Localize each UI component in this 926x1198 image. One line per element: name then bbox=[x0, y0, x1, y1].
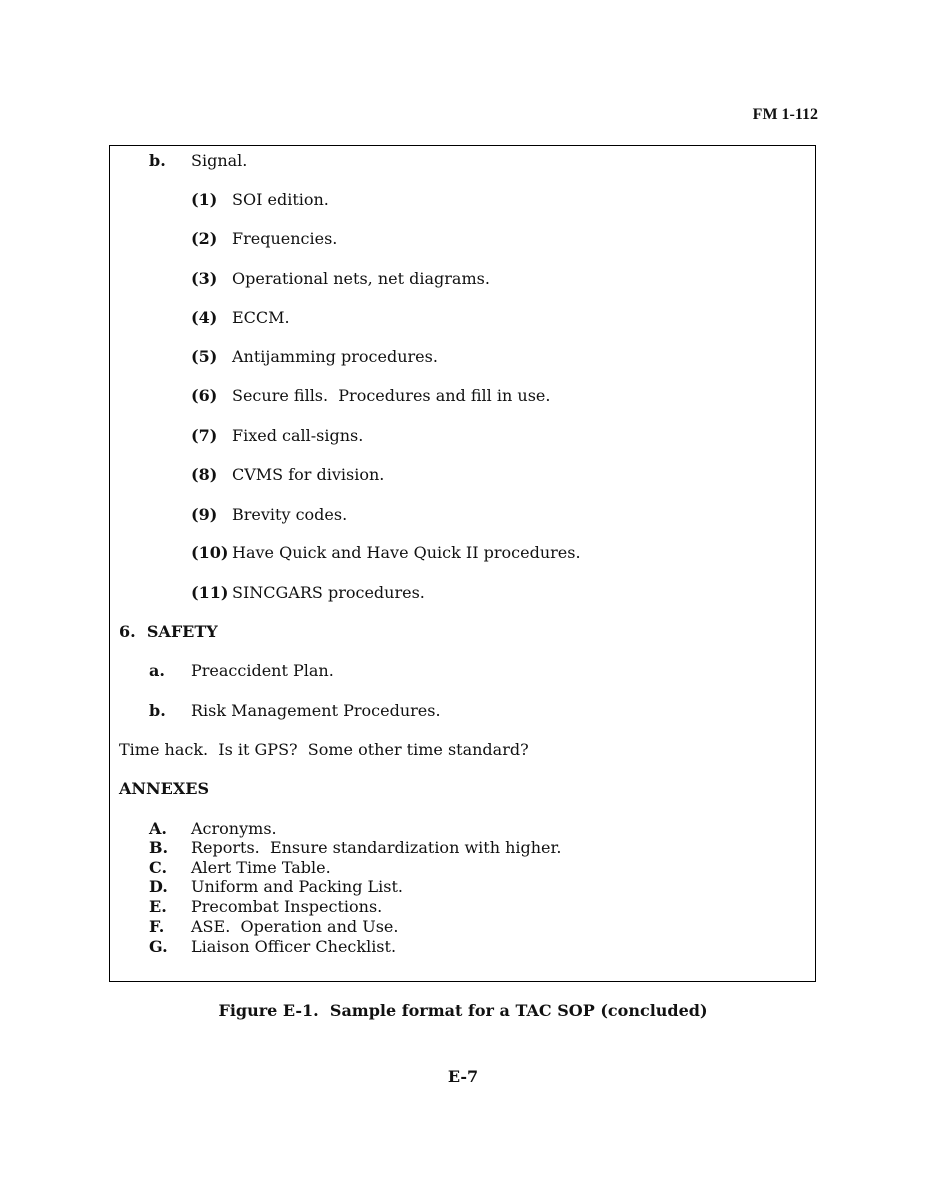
signal-item-number: (2) bbox=[191, 229, 218, 248]
safety-item-text: Preaccident Plan. bbox=[191, 661, 334, 680]
signal-item-text: SINCGARS procedures. bbox=[232, 583, 425, 602]
signal-item-number: (11) bbox=[191, 583, 229, 602]
annexes-heading: ANNEXES bbox=[119, 779, 210, 798]
signal-item-text: Have Quick and Have Quick II procedures. bbox=[232, 543, 581, 562]
annex-text: Reports. Ensure standardization with higher. bbox=[191, 838, 562, 857]
signal-item-text: Operational nets, net diagrams. bbox=[232, 269, 490, 288]
annex-label: D. bbox=[149, 877, 168, 896]
safety-heading: 6. SAFETY bbox=[119, 622, 218, 641]
annex-label: G. bbox=[149, 937, 168, 956]
signal-item-text: SOI edition. bbox=[232, 190, 329, 209]
signal-item-number: (10) bbox=[191, 543, 229, 562]
annex-label: F. bbox=[149, 917, 165, 936]
signal-item-number: (6) bbox=[191, 386, 218, 405]
annex-text: Liaison Officer Checklist. bbox=[191, 937, 397, 956]
annex-label: E. bbox=[149, 897, 167, 916]
signal-label: b. bbox=[149, 151, 166, 170]
annex-text: ASE. Operation and Use. bbox=[191, 917, 399, 936]
signal-item-number: (4) bbox=[191, 308, 218, 327]
annex-text: Precombat Inspections. bbox=[191, 897, 383, 916]
document-id: FM 1-112 bbox=[752, 106, 818, 123]
signal-item-text: Antijamming procedures. bbox=[232, 347, 438, 366]
signal-item-number: (3) bbox=[191, 269, 218, 288]
signal-item-text: Secure fills. Procedures and fill in use. bbox=[232, 386, 551, 405]
annex-text: Uniform and Packing List. bbox=[191, 877, 403, 896]
time-hack-note: Time hack. Is it GPS? Some other time standard? bbox=[119, 740, 529, 759]
annex-text: Acronyms. bbox=[191, 819, 277, 838]
signal-item-text: CVMS for division. bbox=[232, 465, 385, 484]
figure-caption: Figure E-1. Sample format for a TAC SOP (concluded) bbox=[218, 1001, 708, 1020]
safety-item-text: Risk Management Procedures. bbox=[191, 701, 441, 720]
safety-item-label: a. bbox=[149, 661, 165, 680]
annex-label: C. bbox=[149, 858, 168, 877]
annex-text: Alert Time Table. bbox=[191, 858, 331, 877]
signal-item-text: ECCM. bbox=[232, 308, 290, 327]
annex-label: B. bbox=[149, 838, 169, 857]
signal-item-text: Fixed call-signs. bbox=[232, 426, 364, 445]
signal-item-number: (5) bbox=[191, 347, 218, 366]
page-number: E-7 bbox=[447, 1067, 479, 1086]
signal-item-text: Frequencies. bbox=[232, 229, 338, 248]
safety-item-label: b. bbox=[149, 701, 166, 720]
signal-item-number: (7) bbox=[191, 426, 218, 445]
signal-item-number: (8) bbox=[191, 465, 218, 484]
signal-item-text: Brevity codes. bbox=[232, 505, 348, 524]
signal-item-number: (9) bbox=[191, 505, 218, 524]
signal-title: Signal. bbox=[191, 151, 248, 170]
signal-item-number: (1) bbox=[191, 190, 218, 209]
annex-label: A. bbox=[149, 819, 167, 838]
